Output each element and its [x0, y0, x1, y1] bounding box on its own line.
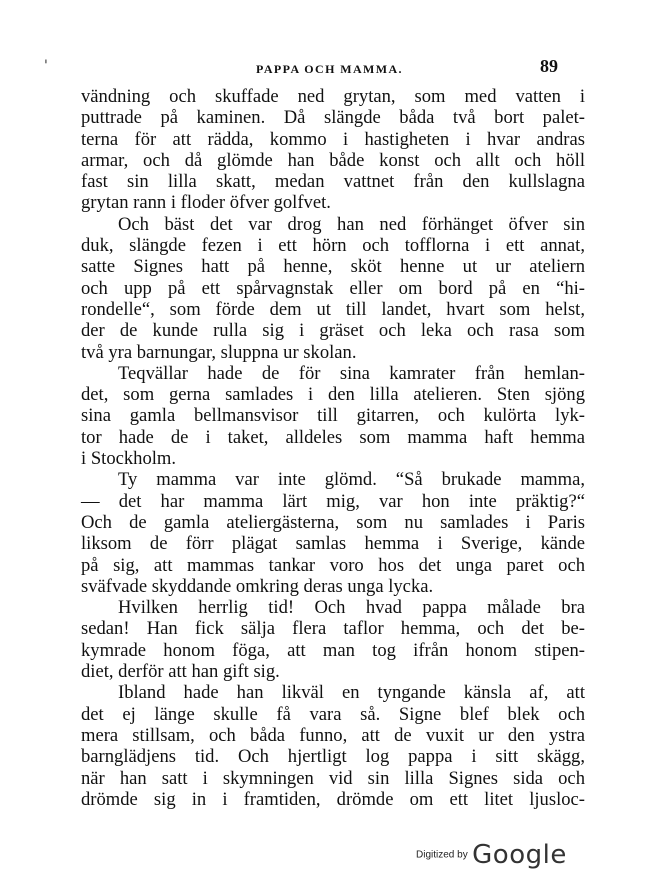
stray-mark: ': [44, 58, 48, 74]
google-logo: Google: [472, 840, 567, 870]
text-line: der de kunde rulla sig i gräset och leka och rasa som: [81, 320, 585, 342]
text-line: armar, och då glömde han både konst och allt och höll: [81, 149, 585, 171]
text-line: Och de gamla ateliergästerna, som nu samlades i Paris: [81, 511, 585, 533]
page-number: 89: [540, 56, 558, 76]
text-line: barnglädjens tid. Och hjertligt log pappa i sitt skägg,: [81, 746, 585, 768]
text-line: Och bäst det var drog han ned förhänget öfver sin: [118, 213, 585, 235]
text-line: duk, slängde fezen i ett hörn och tofflorna i ett annat,: [81, 235, 585, 257]
text-line: satte Signes hatt på henne, sköt henne ut ur ateliern: [81, 256, 585, 278]
text-line: liksom de förr plägat samlas hemma i Sverige, kände: [81, 533, 585, 555]
body-text: [81, 86, 585, 810]
text-line: när han satt i skymningen vid sin lilla Signes sida och: [81, 767, 585, 789]
text-line: fast sin lilla skatt, medan vattnet från den kullslagna: [81, 171, 585, 193]
text-line: kymrade honom föga, att man tog ifrån honom stipen-: [81, 639, 585, 661]
text-line: på sig, att mammas tankar voro hos det unga paret och: [81, 554, 585, 576]
text-line: sväfvade skyddande omkring deras unga lycka.: [81, 575, 434, 597]
text-line: terna för att rädda, kommo i hastigheten i hvar andras: [81, 128, 585, 150]
text-line: det ej länge skulle få vara så. Signe blef blek och: [81, 703, 585, 725]
text-line: och upp på ett spårvagnstak eller om bord på en “hi-: [81, 277, 585, 299]
text-line: — det har mamma lärt mig, var hon inte präktig?“: [81, 490, 585, 512]
running-head: PAPPA OCH MAMMA.: [256, 62, 403, 76]
text-line: i Stockholm.: [81, 448, 177, 470]
text-line: tor hade de i taket, alldeles som mamma haft hemma: [81, 426, 585, 448]
digitized-by-label: Digitized by: [416, 849, 468, 861]
text-line: sina gamla bellmansvisor till gitarren, och kulörta lyk-: [81, 405, 585, 427]
text-line: mera stillsam, och båda funno, att de vuxit ur den ystra: [81, 724, 585, 746]
text-line: drömde sig in i framtiden, drömde om ett litet ljusloc-: [81, 788, 585, 810]
text-line: diet, derför att han gift sig.: [81, 661, 280, 683]
text-line: Hvilken herrlig tid! Och hvad pappa målade bra: [118, 597, 585, 619]
text-line: sedan! Han fick sälja flera taflor hemma, och det be-: [81, 618, 585, 640]
text-line: det, som gerna samlades i den lilla atelieren. Sten sjöng: [81, 384, 585, 406]
text-line: grytan rann i floder öfver golfvet.: [81, 192, 331, 214]
text-line: puttrade på kaminen. Då slängde båda två bort palet-: [81, 107, 585, 129]
text-line: Teqvällar hade de för sina kamrater från hemlan-: [118, 362, 585, 384]
text-line: vändning och skuffade ned grytan, som med vatten i: [81, 86, 585, 107]
text-line: Ty mamma var inte glömd. “Så brukade mamma,: [118, 469, 585, 491]
text-line: rondelle“, som förde dem ut till landet, hvart som helst,: [81, 298, 585, 320]
text-line: två yra barnungar, sluppna ur skolan.: [81, 341, 357, 363]
digitized-by-google-watermark: [416, 840, 567, 870]
text-line: Ibland hade han likväl en tyngande känsla af, att: [118, 682, 585, 704]
